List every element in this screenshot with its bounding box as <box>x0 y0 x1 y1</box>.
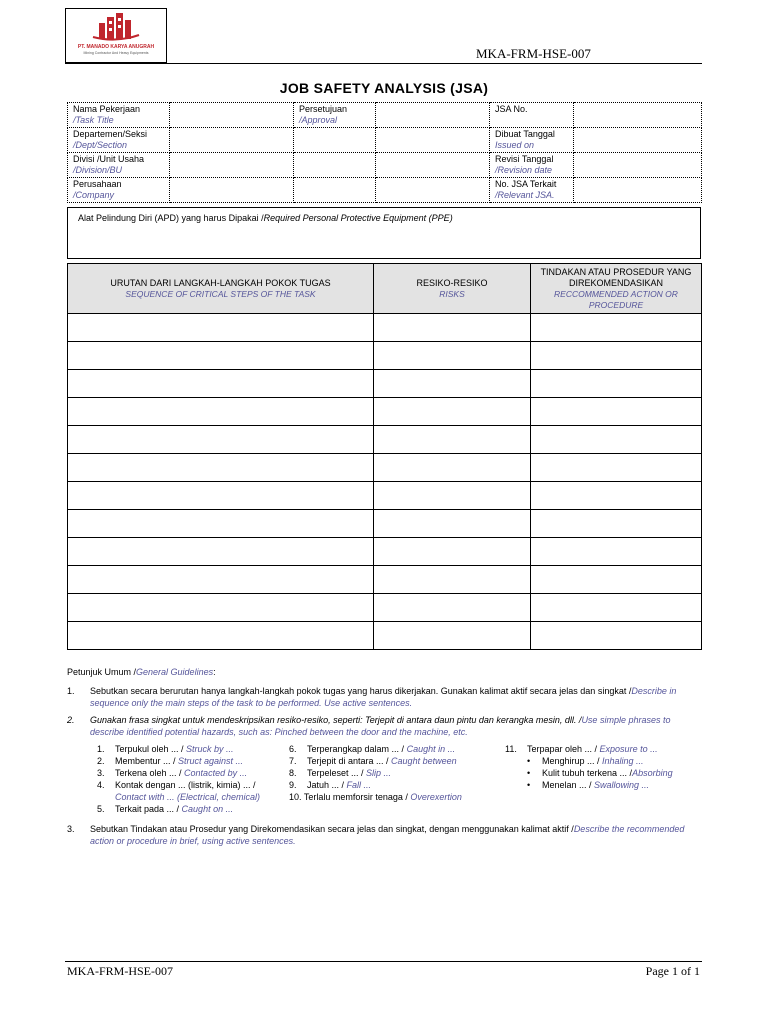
list-item: 9. Jatuh ... / Fall ... <box>289 780 372 790</box>
company-label: Perusahaan /Company <box>68 178 170 203</box>
list-item: 7. Terjepit di antara ... / Caught between <box>289 756 457 766</box>
risk-cell[interactable] <box>374 622 531 650</box>
action-cell[interactable] <box>531 370 702 398</box>
task-title-label: Nama Pekerjaan /Task Title <box>68 103 170 128</box>
table-row <box>68 594 702 622</box>
building-logo-icon <box>91 13 141 41</box>
action-cell[interactable] <box>531 314 702 342</box>
related-jsa-field[interactable] <box>574 178 702 203</box>
division-label: Divisi /Unit Usaha /Division/BU <box>68 153 170 178</box>
approval-field[interactable] <box>376 153 490 178</box>
step-cell[interactable] <box>68 538 374 566</box>
form-code-footer: MKA-FRM-HSE-007 <box>67 964 174 978</box>
related-jsa-label: No. JSA Terkait /Relevant JSA. <box>490 178 574 203</box>
table-row <box>68 153 702 178</box>
approval-label: Persetujuan /Approval <box>294 103 376 128</box>
action-cell[interactable] <box>531 510 702 538</box>
issued-label: Dibuat Tanggal Issued on <box>490 128 574 153</box>
list-item: • Menghirup ... / Inhaling ... <box>527 756 644 766</box>
list-item: 2. Membentur ... / Struct against ... <box>97 756 244 766</box>
risk-cell[interactable] <box>374 426 531 454</box>
table-row <box>68 128 702 153</box>
table-row <box>68 454 702 482</box>
table-row <box>68 178 702 203</box>
table-row <box>68 538 702 566</box>
step-cell[interactable] <box>68 342 374 370</box>
step-cell[interactable] <box>68 482 374 510</box>
list-item: 3. Terkena oleh ... / Contacted by ... <box>97 768 248 778</box>
division-field[interactable] <box>170 153 294 178</box>
guideline-item-3: 3. Sebutkan Tindakan atau Prosedur yang Direkomendasikan secara jelas dan singkat, dengan menggunakan kalimat aktif /Describe the recommended action or procedure in brief, using active sentences. <box>67 824 685 846</box>
step-cell[interactable] <box>68 594 374 622</box>
approval-cell[interactable] <box>294 128 376 153</box>
ppe-label-en: Required Personal Protective Equipment (PPE) <box>263 213 453 223</box>
list-item: 5. Terkait pada ... / Caught on ... <box>97 804 234 814</box>
table-row <box>68 370 702 398</box>
ppe-label: Alat Pelindung Diri (APD) yang harus Dipakai / <box>78 213 264 223</box>
list-item: 11. Terpapar oleh ... / Exposure to ... <box>505 744 658 754</box>
approval-cell[interactable] <box>294 178 376 203</box>
list-item: 1. Terpukul oleh ... / Struck by ... <box>97 744 234 754</box>
action-cell[interactable] <box>531 566 702 594</box>
risk-cell[interactable] <box>374 454 531 482</box>
action-cell[interactable] <box>531 622 702 650</box>
dept-field[interactable] <box>170 128 294 153</box>
table-row <box>68 103 702 128</box>
guideline-item-1: 1. Sebutkan secara berurutan hanya langkah-langkah pokok tugas yang harus dikerjakan. Gunakan kalimat aktif secara jelas dan singkat /Describe in sequence only the main steps of the task to be performed. Use active sentences. <box>67 686 677 708</box>
risk-cell[interactable] <box>374 314 531 342</box>
header-divider <box>65 63 702 64</box>
action-cell[interactable] <box>531 538 702 566</box>
list-item: 8. Terpeleset ... / Slip ... <box>289 768 392 778</box>
jsa-no-field[interactable] <box>574 103 702 128</box>
column-header-actions: TINDAKAN ATAU PROSEDUR YANG DIREKOMENDASIKAN RECCOMMENDED ACTION OR PROCEDURE <box>531 264 702 314</box>
approval-field[interactable] <box>376 103 490 128</box>
risk-cell[interactable] <box>374 398 531 426</box>
table-row <box>68 426 702 454</box>
table-row <box>68 342 702 370</box>
dept-label: Departemen/Seksi /Dept/Section <box>68 128 170 153</box>
table-row <box>68 314 702 342</box>
table-row <box>68 398 702 426</box>
step-cell[interactable] <box>68 510 374 538</box>
revision-field[interactable] <box>574 153 702 178</box>
step-cell[interactable] <box>68 566 374 594</box>
step-cell[interactable] <box>68 314 374 342</box>
approval-cell[interactable] <box>294 153 376 178</box>
risk-cell[interactable] <box>374 566 531 594</box>
company-name: PT. MANADO KARYA ANUGRAH <box>77 44 155 50</box>
approval-field[interactable] <box>376 178 490 203</box>
action-cell[interactable] <box>531 342 702 370</box>
guidelines-heading: Petunjuk Umum /General Guidelines: <box>67 667 216 677</box>
task-title-field[interactable] <box>170 103 294 128</box>
risk-cell[interactable] <box>374 342 531 370</box>
table-row <box>68 566 702 594</box>
page-number: Page 1 of 1 <box>645 964 700 978</box>
jsa-no-label: JSA No. <box>490 103 574 128</box>
step-cell[interactable] <box>68 370 374 398</box>
step-cell[interactable] <box>68 622 374 650</box>
step-cell[interactable] <box>68 426 374 454</box>
table-header-row <box>68 264 702 314</box>
document-title: JOB SAFETY ANALYSIS (JSA) <box>279 80 489 96</box>
revision-label: Revisi Tanggal /Revision date <box>490 153 574 178</box>
risk-cell[interactable] <box>374 594 531 622</box>
hazard-list-2 <box>289 743 499 803</box>
company-logo <box>65 8 167 63</box>
jsa-info-table <box>67 102 702 203</box>
table-row <box>68 622 702 650</box>
form-code-header: MKA-FRM-HSE-007 <box>476 46 591 61</box>
list-item: • Kulit tubuh terkena ... /Absorbing <box>527 768 673 778</box>
steps-table <box>67 263 702 650</box>
guideline-item-2: 2. Gunakan frasa singkat untuk mendeskripsikan resiko-resiko, seperti: Terjepit di antara daun pintu dan kerangka mesin, dll. /Use simple phrases to describe identified potential hazards, such as: Pinched between the door and the machine, etc. <box>67 715 671 737</box>
company-field[interactable] <box>170 178 294 203</box>
risk-cell[interactable] <box>374 482 531 510</box>
footer-divider <box>65 961 702 962</box>
step-cell[interactable] <box>68 454 374 482</box>
column-header-steps: URUTAN DARI LANGKAH-LANGKAH POKOK TUGAS SEQUENCE OF CRITICAL STEPS OF THE TASK <box>68 264 374 314</box>
company-tagline: Mining Contractor And Heavy Equipments <box>83 51 149 55</box>
hazard-list-3 <box>505 743 705 791</box>
risk-cell[interactable] <box>374 370 531 398</box>
list-item: 6. Terperangkap dalam ... / Caught in ... <box>289 744 456 754</box>
approval-field[interactable] <box>376 128 490 153</box>
table-row <box>68 510 702 538</box>
issued-field[interactable] <box>574 128 702 153</box>
action-cell[interactable] <box>531 398 702 426</box>
list-item: 10. Terlalu memforsir tenaga / Overexertion <box>289 792 462 802</box>
action-cell[interactable] <box>531 454 702 482</box>
list-item: • Menelan ... / Swallowing ... <box>527 780 650 790</box>
risk-cell[interactable] <box>374 510 531 538</box>
action-cell[interactable] <box>531 426 702 454</box>
action-cell[interactable] <box>531 594 702 622</box>
action-cell[interactable] <box>531 482 702 510</box>
hazard-list-1 <box>97 743 287 815</box>
risk-cell[interactable] <box>374 538 531 566</box>
ppe-field[interactable] <box>67 207 701 259</box>
step-cell[interactable] <box>68 398 374 426</box>
list-item: 4. Kontak dengan ... (listrik, kimia) ... / Contact with ... (Electrical, chemical) <box>97 780 261 802</box>
column-header-risks: RESIKO-RESIKO RISKS <box>374 264 531 314</box>
table-row <box>68 482 702 510</box>
